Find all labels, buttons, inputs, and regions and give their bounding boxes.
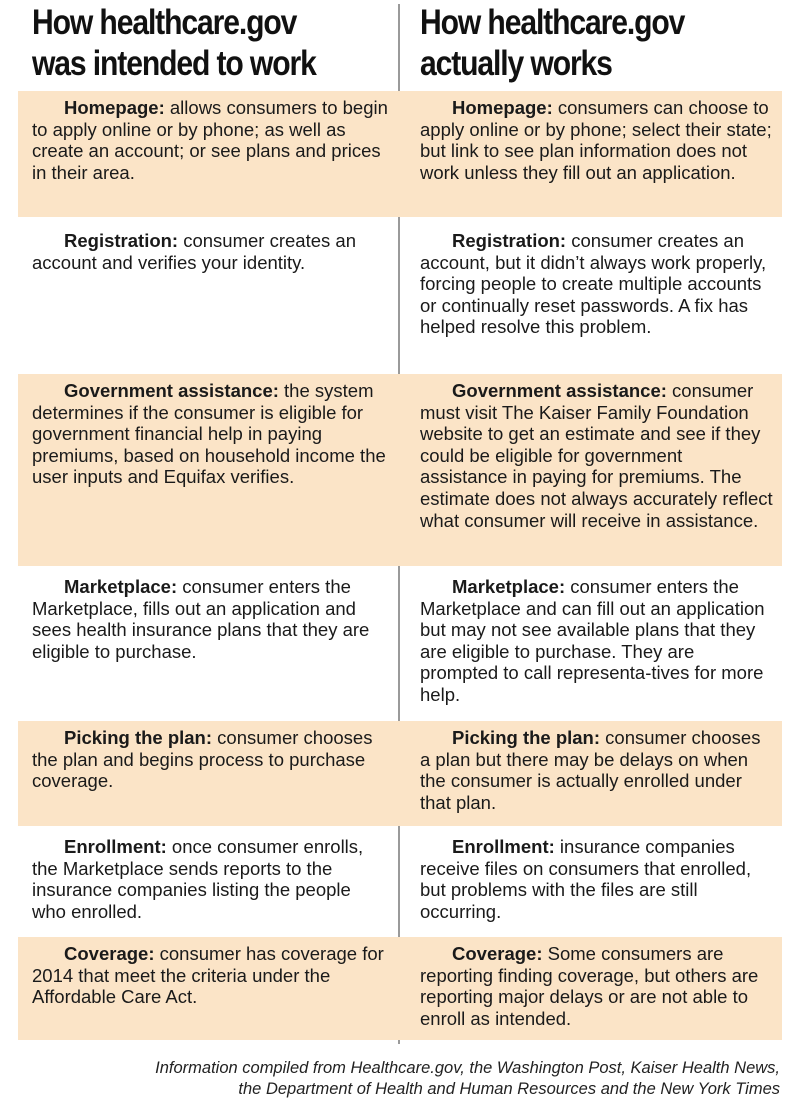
row-label: Government assistance: <box>64 380 279 401</box>
row-label: Enrollment: <box>64 836 167 857</box>
row-description: consumer must visit The Kaiser Family Foundation website to get an estimate and see if they could be eligible for government assistance in paying for premiums. The estimate does not always accurately reflect what consumer will receive in assistance. <box>420 380 773 531</box>
comparison-row-registration <box>18 224 782 368</box>
row-description: consumer chooses the plan and begins process to purchase coverage. <box>32 727 373 792</box>
actual-column-title <box>420 2 684 84</box>
row-label: Government assistance: <box>452 380 667 401</box>
comparison-row-government-assistance <box>18 374 782 566</box>
intended-title-line2: was intended to work <box>32 44 316 83</box>
intended-column-title <box>32 2 316 84</box>
row-label: Marketplace: <box>452 576 566 597</box>
intended-cell <box>18 374 398 566</box>
intended-cell <box>18 937 398 1040</box>
source-credit <box>155 1058 780 1100</box>
intended-title-line1: How healthcare.gov <box>32 3 297 42</box>
row-label: Coverage: <box>452 943 543 964</box>
actual-cell <box>398 570 782 712</box>
row-description: allows consumers to begin to apply online or by phone; as well as create an account; or see plans and prices in their area. <box>32 97 388 183</box>
row-label: Enrollment: <box>452 836 555 857</box>
comparison-row-enrollment <box>18 830 782 930</box>
intended-cell <box>18 721 398 826</box>
row-label: Coverage: <box>64 943 155 964</box>
row-label: Homepage: <box>64 97 165 118</box>
comparison-row-homepage <box>18 91 782 217</box>
actual-cell <box>398 721 782 826</box>
actual-cell <box>398 937 782 1040</box>
actual-cell <box>398 224 782 368</box>
source-line1: Information compiled from Healthcare.gov, the Washington Post, Kaiser Health News, <box>155 1059 780 1077</box>
actual-title-line2: actually works <box>420 44 612 83</box>
row-label: Registration: <box>452 230 567 251</box>
actual-cell <box>398 374 782 566</box>
actual-cell <box>398 830 782 930</box>
row-description: consumer creates an account and verifies your identity. <box>32 230 356 273</box>
row-description: consumer enters the Marketplace and can fill out an application but may not see available plans that they are eligible to purchase. They are prompted to call representa-tives for more help. <box>420 576 765 705</box>
source-line2: the Department of Health and Human Resources and the New York Times <box>238 1080 780 1098</box>
intended-cell <box>18 91 398 217</box>
intended-cell <box>18 570 398 712</box>
row-description: the system determines if the consumer is eligible for government financial help in paying premiums, based on household income the user inputs and Equifax verifies. <box>32 380 386 488</box>
comparison-row-picking-the-plan <box>18 721 782 826</box>
row-description: consumers can choose to apply online or by phone; select their state; but link to see plan information does not work unless they fill out an application. <box>420 97 772 183</box>
row-label: Picking the plan: <box>64 727 213 748</box>
row-description: insurance companies receive files on consumers that enrolled, but problems with the files are still occurring. <box>420 836 752 922</box>
intended-cell <box>18 224 398 368</box>
row-description: consumer enters the Marketplace, fills out an application and sees health insurance plans that they are eligible to purchase. <box>32 576 370 662</box>
row-description: once consumer enrolls, the Marketplace sends reports to the insurance companies listing the people who enrolled. <box>32 836 364 922</box>
comparison-row-marketplace <box>18 570 782 712</box>
row-label: Homepage: <box>452 97 553 118</box>
row-description: Some consumers are reporting finding coverage, but others are reporting major delays or are not able to enroll as intended. <box>420 943 759 1029</box>
comparison-row-coverage <box>18 937 782 1040</box>
row-description: consumer has coverage for 2014 that meet the criteria under the Affordable Care Act. <box>32 943 384 1008</box>
intended-cell <box>18 830 398 930</box>
actual-cell <box>398 91 782 217</box>
actual-title-line1: How healthcare.gov <box>420 3 685 42</box>
row-label: Picking the plan: <box>452 727 601 748</box>
row-description: consumer chooses a plan but there may be delays on when the consumer is actually enrolled under that plan. <box>420 727 761 813</box>
row-description: consumer creates an account, but it didn’t always work properly, forcing people to create multiple accounts or continually reset passwords. A fix has helped resolve this problem. <box>420 230 767 338</box>
row-label: Registration: <box>64 230 179 251</box>
row-label: Marketplace: <box>64 576 178 597</box>
